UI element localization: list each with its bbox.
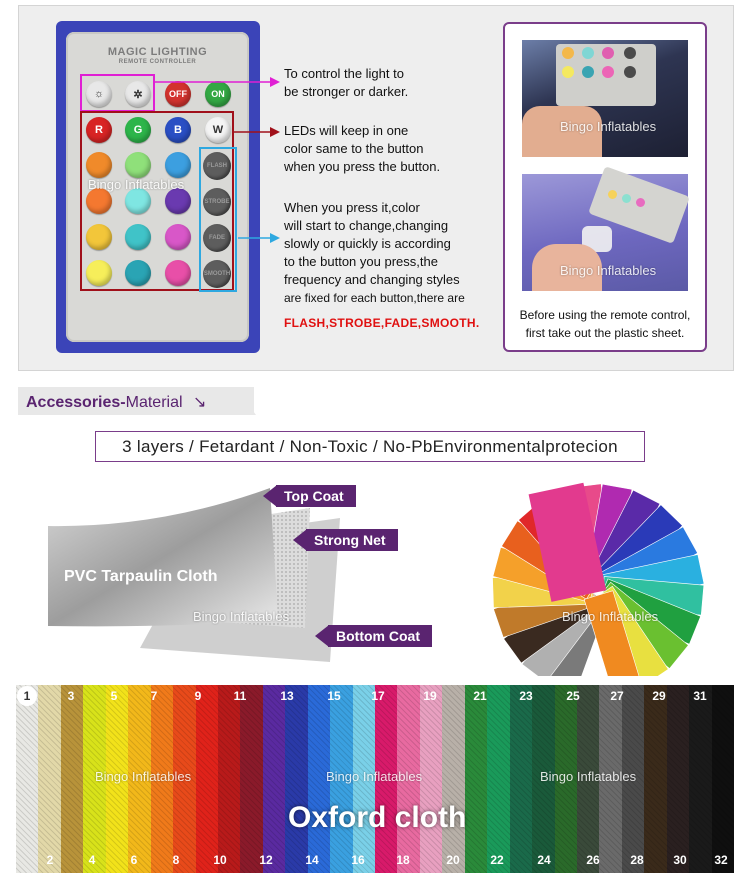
oxford-watermark-mid: Bingo Inflatables [326, 769, 423, 784]
swatch-number-top: 25 [566, 689, 580, 703]
top-coat-label: Top Coat [276, 485, 356, 507]
remote-brand-title: MAGIC LIGHTING [107, 46, 208, 58]
arrow-down-right-icon: ↘ [192, 394, 207, 411]
swatch-number-top: 19 [423, 689, 437, 703]
swatch-number-bottom: 8 [172, 853, 180, 867]
oxford-cloth-color-chart [16, 685, 734, 873]
on-button: ON [205, 81, 231, 107]
swatch-number-bottom: 32 [714, 853, 728, 867]
smooth-button: SMOOTH [203, 260, 231, 288]
accessories-header-tip [236, 387, 256, 415]
oxford-cloth-title: Oxford cloth [288, 801, 467, 834]
swatch-number-bottom: 4 [88, 853, 96, 867]
swatch-number-top: 27 [610, 689, 624, 703]
fabric-swatch [442, 685, 465, 873]
color-note: LEDs will keep in one color same to the button when you press the button. [284, 123, 441, 174]
fabric-swatch [38, 685, 61, 873]
bottom-coat-label: Bottom Coat [328, 625, 432, 647]
swatch-number-top: 9 [194, 689, 202, 703]
plastic-sheet-caption: Before using the remote control, first take out the plastic sheet. [519, 308, 691, 340]
swatch-number-bottom: 28 [630, 853, 644, 867]
connector-arrows [150, 70, 290, 270]
brightness-highlight-box [80, 74, 155, 112]
fabric-swatch [240, 685, 263, 873]
oxford-watermark-right: Bingo Inflatables [540, 769, 637, 784]
strong-net-label: Strong Net [306, 529, 398, 551]
fabric-swatch [667, 685, 690, 873]
remote-brand-subtitle: REMOTE CONTROLLER [118, 59, 197, 65]
sun-icon: ☼ [93, 88, 105, 100]
swatch-number-top: 5 [110, 689, 118, 703]
fabric-swatch [689, 685, 712, 873]
fabric-swatch [263, 685, 286, 873]
swatch-number-bottom: 26 [586, 853, 600, 867]
pvc-tarpaulin-label: PVC Tarpaulin Cloth [64, 568, 218, 585]
white-button: W [205, 117, 231, 143]
swatch-number-top: 13 [280, 689, 294, 703]
off-button: OFF [165, 81, 191, 107]
layers-watermark: Bingo Inflatables [193, 609, 290, 624]
swatch-number-bottom: 30 [673, 853, 687, 867]
photo-watermark-bottom: Bingo Inflatables [560, 263, 657, 278]
swatch-number-bottom: 24 [537, 853, 551, 867]
fan-watermark: Bingo Inflatables [562, 609, 659, 624]
fabric-swatch [487, 685, 510, 873]
blue-arrow-icon [270, 233, 280, 243]
photo-watermark-top: Bingo Inflatables [560, 119, 657, 134]
fabric-swatch [61, 685, 84, 873]
swatch-number-top: 7 [150, 689, 158, 703]
color-swatch-fan [486, 470, 710, 676]
top-coat-tag-tip [263, 485, 277, 507]
swatch-number-bottom: 12 [259, 853, 273, 867]
red-arrow-icon [270, 127, 280, 137]
accessories-title: Accessories-Material ↘ [26, 394, 207, 411]
swatch-number-top: 31 [693, 689, 707, 703]
fabric-swatch [644, 685, 667, 873]
swatch-number-bottom: 20 [446, 853, 460, 867]
bottom-coat-tag-tip [315, 625, 329, 647]
oxford-watermark-left: Bingo Inflatables [95, 769, 192, 784]
fade-button: FADE [203, 224, 231, 252]
strong-net-tag-tip [293, 529, 307, 551]
fabric-swatch [510, 685, 533, 873]
brightness-note: To control the light to be stronger or darker. [284, 66, 409, 99]
blue-button: B [165, 117, 191, 143]
fabric-swatch [16, 685, 39, 873]
swatch-number-bottom: 18 [396, 853, 410, 867]
swatch-number-top: 3 [67, 689, 75, 703]
magenta-arrow-icon [270, 77, 280, 87]
fabric-swatch [420, 685, 443, 873]
strobe-button: STROBE [203, 188, 231, 216]
remote-watermark: Bingo Inflatables [88, 177, 185, 192]
swatch-number-bottom: 10 [213, 853, 227, 867]
fabric-swatch [712, 685, 734, 873]
green-button: G [125, 117, 151, 143]
remote-closeup-photo [522, 40, 688, 157]
swatch-number-top: 29 [652, 689, 666, 703]
swatch-number-top: 1 [17, 686, 37, 706]
swatch-number-top: 21 [473, 689, 487, 703]
fabric-swatch [465, 685, 488, 873]
swatch-number-bottom: 22 [490, 853, 504, 867]
fabric-swatch [196, 685, 219, 873]
material-features-box: 3 layers / Fetardant / Non-Toxic / No-PbEnvironmentalprotecion [95, 431, 645, 462]
swatch-number-top: 17 [371, 689, 385, 703]
swatch-number-top: 23 [519, 689, 533, 703]
sun-small-icon: ✲ [133, 88, 143, 101]
swatch-number-bottom: 6 [130, 853, 138, 867]
swatch-number-bottom: 14 [305, 853, 319, 867]
swatch-number-bottom: 16 [351, 853, 365, 867]
fabric-swatch [285, 685, 308, 873]
red-button: R [86, 117, 112, 143]
swatch-number-top: 11 [233, 689, 247, 703]
swatch-number-bottom: 2 [46, 853, 54, 867]
fabric-swatch [218, 685, 241, 873]
modes-list: FLASH,STROBE,FADE,SMOOTH. [284, 316, 480, 330]
modes-note: When you press it,color will start to change,changing slowly or quickly is according to the button you press,the frequency and changing styles are fixed for each button,there are [284, 200, 465, 305]
swatch-number-top: 15 [327, 689, 341, 703]
flash-button: FLASH [203, 152, 231, 180]
